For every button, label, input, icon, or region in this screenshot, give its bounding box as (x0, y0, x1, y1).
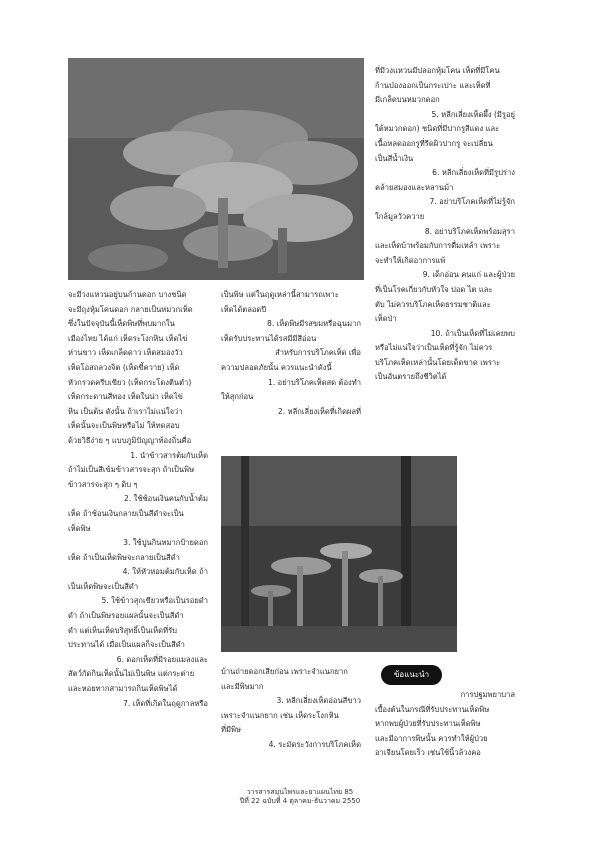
text-line: เห็ดโอสถลวงจิต (เห็ดขี้ควาย) เห็ด (68, 362, 180, 372)
text-line: สำหรับการบริโภคเห็ด เพื่อ (275, 348, 361, 358)
text-line: เป็นสีน้ำเงิน (375, 153, 414, 163)
text-line: 6. ดอกเห็ดที่มีรอยแมลงและ (116, 654, 208, 664)
text-line: หรือไม่แน่ใจว่าเป็นเห็ดที่รู้จัก ไม่ควร (375, 343, 493, 353)
text-line: จะมีถุงหุ้มโคนดอก กลายเป็นหมวกเห็ด (68, 304, 193, 314)
text-line: เพราะจำแนกยาก เช่น เห็ดระโงกหิน (221, 710, 339, 720)
text-line: เห็ด ถ้าช้อนเงินกลายเป็นสีดำจะเป็น (68, 508, 184, 518)
text-line: ถ้าไม่เป็นสีเข้มข้าวสารจะสุก ถ้าเป็นพิษ (68, 465, 195, 475)
text-line: 5. ใช้ข้าวสุกเขียวหรือเป็นรอยดำ (101, 596, 208, 606)
text-line: ดำ แต่เห็นเห็ดบริสุทธิ์เป็นเห็ดที่รับ (68, 625, 177, 635)
text-line: เป็นเห็ดพิษจะเป็นสีดำ (68, 581, 139, 591)
advice-badge: ข้อแนะนำ (381, 665, 442, 685)
column-middle-lower (221, 665, 361, 753)
text-line: หิน เป็นต้น ดังนั้น ถ้าเราไม่แน่ใจว่า (68, 406, 183, 416)
text-line: ก้านป่องออกเป็นกระเปาะ และเห็ดที่ (375, 80, 491, 90)
text-line: ใต้หมวกดอก) ชนิดที่มีปากรูสีแดง และ (375, 124, 500, 134)
text-line: 8. เห็ดพิษมีรสขมหรือฉุนมาก (267, 319, 361, 329)
column-right-lower (375, 688, 515, 761)
text-line: และหอยทากสามารถกินเห็ดพิษได้ (68, 684, 178, 694)
text-line: ใกล้มูลวัวควาย (375, 211, 425, 221)
text-line: บริโภคเห็ดเหล่านั้นโดยเด็ดขาด เพราะ (375, 357, 501, 367)
text-line: ความปลอดภัยนั้น ควรแนะนำดังนี้ (221, 362, 332, 372)
text-line: จะทำให้เกิดอาการแพ้ (375, 255, 446, 265)
text-line: ห่านขาว เห็ดเกล็ดดาว เห็ดสมองวัว (68, 348, 183, 358)
text-line: ข้าวสารจะสุก ๆ ดิบ ๆ (68, 479, 138, 489)
text-line: 7. เห็ดที่เกิดในฤดูกาลหรือ (123, 698, 208, 708)
text-line: การปฐมพยาบาล (460, 690, 515, 699)
text-line: ที่มีวงแหวนมีปลอกหุ้มโคน เห็ดที่มีโคน (375, 66, 500, 75)
page-footer (225, 788, 375, 806)
text-line: 7. อย่าบริโภคเห็ดที่ไม่รู้จัก (429, 197, 515, 207)
text-line: สัตว์กัดกินเห็ดนั้นไม่เป็นพิษ แต่กระต่าย (68, 669, 195, 679)
text-line: 3. ใช้ปูนกินหมากป้ายดอก (123, 538, 208, 548)
text-line: ซึ่งในปัจจุบันนี้เห็ดพิษที่พบมากใน (68, 319, 175, 329)
text-line: 6. หลีกเลี่ยงเห็ดที่มีรูปร่าง (432, 168, 515, 178)
journal-title: วารสารสมุนไพรและยาแผนไทย 85 (246, 788, 354, 796)
text-line: ประทานได้ เมื่อเป็นแผลก็จะเป็นสีดำ (68, 640, 185, 650)
text-line: หัวกรวดครีบเขียว (เห็ดกระโดงตีนต่ำ) (68, 377, 192, 387)
text-line: 3. หลีกเลี่ยงเห็ดอ่อนสีขาว (276, 696, 361, 706)
text-line: เห็ดพิษ (68, 523, 91, 533)
column-right-upper (375, 64, 515, 385)
forest-mushroom-image (221, 456, 457, 652)
text-line: เห็ดได้ตลอดปี (221, 304, 267, 314)
text-line: 4. ให้หัวหอมต้มกับเห็ด ถ้า (122, 567, 208, 577)
text-line: หากพบผู้ป่วยที่รับประทานเห็ดพิษ (375, 719, 481, 729)
text-line: ด้วยวิธีง่าย ๆ แบบภูมิปัญญาท้องถิ่นคือ (68, 435, 192, 445)
text-line: เนื้อหลดออกรูที่รีดผิวปากรู จะเปลี่ยน (375, 138, 493, 148)
text-line: 2. ใช้ช้อนเงินคนกับน้ำต้ม (123, 494, 208, 504)
text-line: 1. นำข้าวสารต้มกับเห็ด (130, 450, 208, 460)
text-line: เห็ด ถ้าเป็นเห็ดพิษจะกลายเป็นสีดำ (68, 552, 180, 562)
text-line: อาเจียนโดยเร็ว เช่นใช้นิ้วล้วงคอ (375, 748, 481, 758)
text-line: ตับ ไม่ควรบริโภคเห็ดธรรมชาติและ (375, 299, 491, 309)
text-line: 5. หลีกเลี่ยงเห็ดผึ้ง (มีรูอยู่ (431, 109, 515, 119)
column-middle-upper (221, 288, 361, 419)
text-line: 10. ถ้าเป็นเห็ดที่ไม่เคยพบ (430, 328, 515, 338)
issue-info: ปีที่ 22 ฉบับที่ 4 ตุลาคม-ธันวาคม 2550 (239, 797, 361, 805)
mushroom-cluster-photo (68, 58, 364, 280)
text-line: เห็ดรับประทานได้รสมีมีสีอ่อน (221, 333, 317, 343)
text-line: ที่มีพิษ (221, 725, 242, 735)
text-line: มีเกล็ดบนหมวกดอก (375, 95, 440, 105)
text-line: เห็ดป่า (375, 314, 397, 324)
text-line: บ้านถ่ายดอกเสียก่อน เพราะจำแนกยาก (221, 667, 348, 676)
text-line: เป็นอันตรายถึงชีวิตได้ (375, 372, 447, 382)
text-line: 2. หลีกเลี่ยงเห็ดที่เกิดผลที่ (277, 406, 361, 416)
text-line: และเห็ดบ้าพร้อมกับการดื่มเหล้า เพราะ (375, 241, 501, 251)
text-line: 1. อย่าบริโภคเห็ดสด ต้องทำ (268, 377, 361, 387)
text-line: คล้ายสมองและหลานม้า (375, 182, 454, 192)
text-line: เห็ดนั้นจะเป็นพิษหรือไม่ ให้ทดสอบ (68, 421, 180, 431)
text-line: เป็นพิษ แต่ในฤดูเหล่านี้สามารถเพาะ (221, 290, 339, 299)
column-left (68, 288, 208, 711)
text-line: 8. อย่าบริโภคเห็ดพร้อมสุรา (424, 226, 515, 236)
text-line: 4. ระมัดระวังการบริโภคเห็ด (268, 739, 361, 749)
text-line: เห็ดกระดานสีทอง เห็ดในน่า เห็ดไข่ (68, 392, 183, 402)
text-line: เบื้องต้นในกรณีที่รับประทานเห็ดพิษ (375, 704, 490, 714)
text-line: เมืองไทย ได้แก่ เห็ดระโงกหิน เห็ดไข่ (68, 333, 188, 343)
text-line: และมีพิษมาก (221, 681, 264, 691)
forest-mushroom-photo (221, 456, 457, 652)
text-line: ให้สุกก่อน (221, 392, 254, 402)
text-line: จะมีวงแหวนอยู่บนก้านดอก บางชนิด (68, 290, 187, 299)
text-line: ดำ ถ้าเป็นพิษรอยแผลนั้นจะเป็นสีดำ (68, 611, 184, 621)
mushroom-cluster-image (68, 58, 364, 280)
text-line: 9. เด็กอ่อน คนแก่ และผู้ป่วย (422, 270, 515, 280)
text-line: และมีอาการพิษนั้น ควรทำให้ผู้ป่วย (375, 733, 488, 743)
text-line: ที่เป็นโรคเกี่ยวกับหัวใจ ปอด ไต และ (375, 284, 493, 294)
